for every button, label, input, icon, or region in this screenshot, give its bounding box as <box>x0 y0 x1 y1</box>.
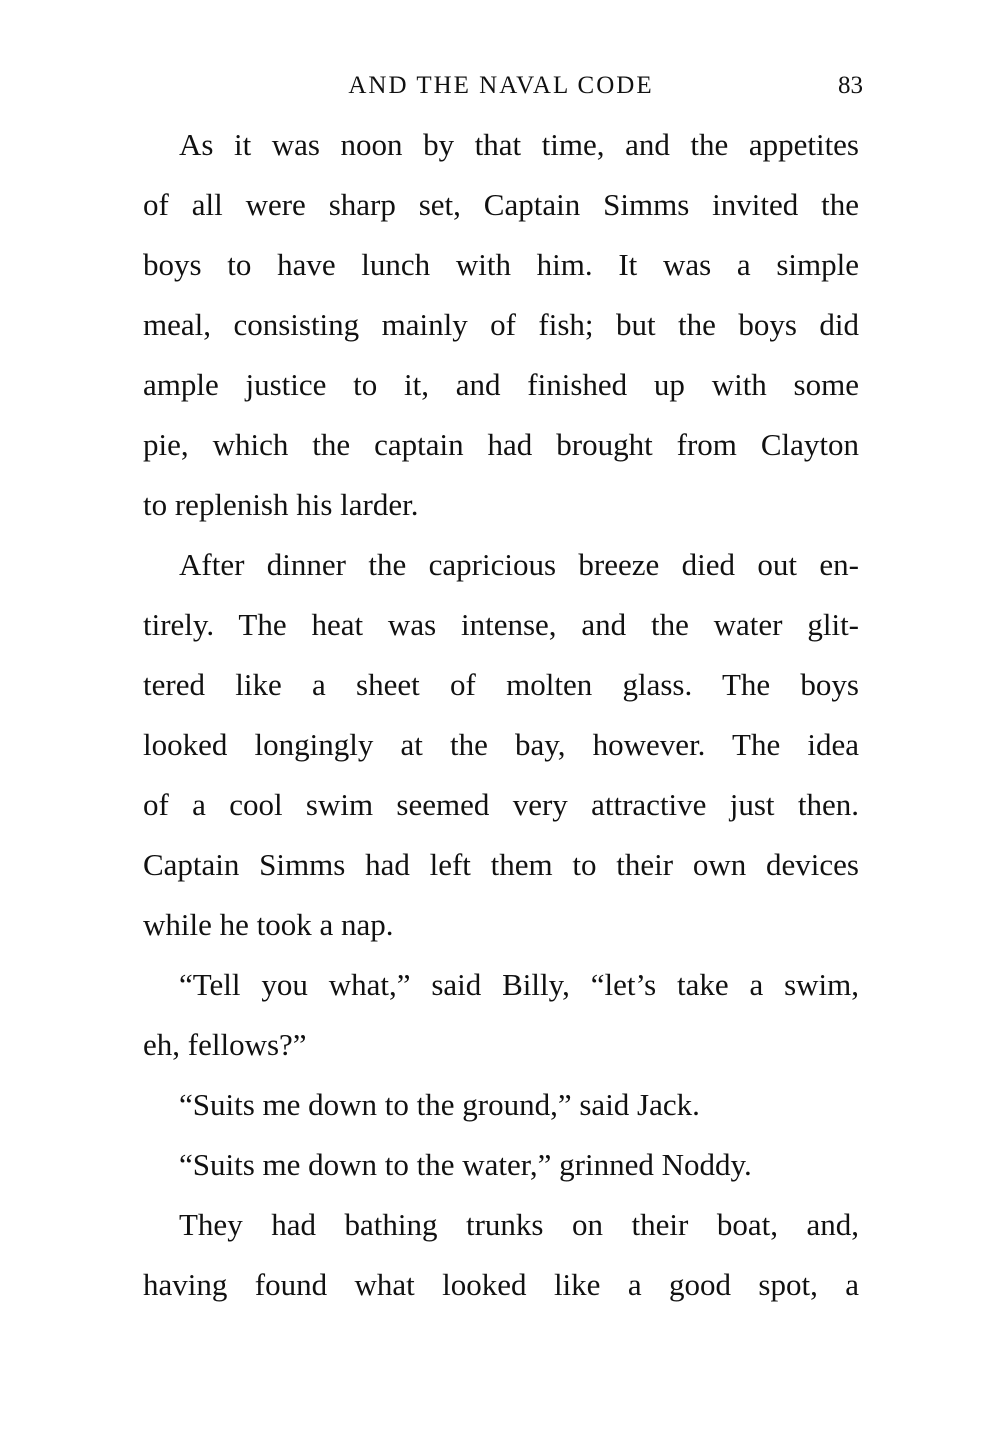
running-title: AND THE NAVAL CODE <box>348 72 654 99</box>
text-line: while he took a nap. <box>143 907 394 942</box>
page-number: 83 <box>838 72 863 99</box>
text-line: boys to have lunch with him. It was a simple <box>143 247 859 282</box>
text-line: having found what looked like a good spot, a <box>143 1267 859 1302</box>
text-line: of a cool swim seemed very attractive just then. <box>143 787 859 822</box>
text-line: tirely. The heat was intense, and the water glit- <box>143 607 859 642</box>
paragraph <box>143 115 859 535</box>
text-line: meal, consisting mainly of fish; but the boys did <box>143 307 859 342</box>
text-line: ample justice to it, and finished up with some <box>143 367 859 402</box>
text-line: They had bathing trunks on their boat, and, <box>179 1207 859 1242</box>
text-line: looked longingly at the bay, however. The idea <box>143 727 859 762</box>
text-line: As it was noon by that time, and the appetites <box>179 127 859 162</box>
text-line: Captain Simms had left them to their own devices <box>143 847 859 882</box>
text-line: pie, which the captain had brought from Clayton <box>143 427 859 462</box>
paragraph <box>143 535 859 955</box>
running-header <box>143 66 863 106</box>
body-text <box>143 115 859 1315</box>
paragraph <box>143 955 859 1075</box>
text-line: eh, fellows?” <box>143 1027 307 1062</box>
text-line: “Suits me down to the water,” grinned Noddy. <box>179 1147 752 1182</box>
paragraph <box>143 1195 859 1315</box>
text-line: “Tell you what,” said Billy, “let’s take a swim, <box>179 967 859 1002</box>
paragraph <box>143 1075 859 1135</box>
text-line: After dinner the capricious breeze died out en- <box>179 547 859 582</box>
text-line: tered like a sheet of molten glass. The boys <box>143 667 859 702</box>
text-line: to replenish his larder. <box>143 487 419 522</box>
paragraph <box>143 1135 859 1195</box>
text-line: “Suits me down to the ground,” said Jack. <box>179 1087 700 1122</box>
text-line: of all were sharp set, Captain Simms invited the <box>143 187 859 222</box>
